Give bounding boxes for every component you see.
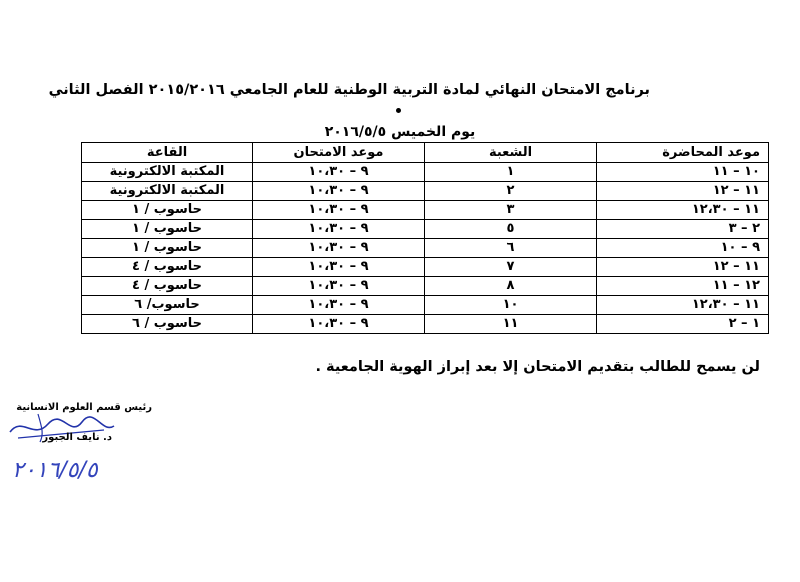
cell-lecture-time: ١١ – ١٢	[597, 258, 769, 277]
header-hall: القاعة	[82, 143, 253, 163]
id-requirement-notice: لن يسمح للطالب بتقديم الامتحان إلا بعد إبراز الهوية الجامعية .	[315, 359, 760, 375]
cell-exam-time: ٩ – ١٠،٣٠	[253, 201, 425, 220]
header-lecture-time: موعد المحاضرة	[597, 143, 769, 163]
cell-section: ١٠	[425, 296, 597, 315]
cell-section: ٧	[425, 258, 597, 277]
cell-exam-time: ٩ – ١٠،٣٠	[253, 220, 425, 239]
cell-exam-time: ٩ – ١٠،٣٠	[253, 277, 425, 296]
document-title: برنامج الامتحان النهائي لمادة التربية الوطنية للعام الجامعي ٢٠١٥/٢٠١٦ الفصل الثاني	[48, 82, 650, 98]
cell-lecture-time: ١٢ – ١١	[597, 277, 769, 296]
header-exam-time: موعد الامتحان	[253, 143, 425, 163]
cell-section: ١١	[425, 315, 597, 334]
cell-hall: حاسوب / ٤	[82, 277, 253, 296]
signature-name: د. نايف الجبور	[42, 432, 112, 443]
cell-exam-time: ٩ – ١٠،٣٠	[253, 182, 425, 201]
cell-hall: حاسوب / ١	[82, 239, 253, 258]
signature-title: رئيس قسم العلوم الانسانية	[16, 402, 152, 413]
table-row	[82, 277, 769, 296]
handwritten-date	[8, 455, 120, 483]
table-row	[82, 163, 769, 182]
cell-lecture-time: ٢ – ٣	[597, 220, 769, 239]
table-row	[82, 201, 769, 220]
table-row	[82, 182, 769, 201]
cell-hall: حاسوب / ٤	[82, 258, 253, 277]
table-row	[82, 315, 769, 334]
cell-lecture-time: ١١ – ١٢	[597, 182, 769, 201]
table-row	[82, 239, 769, 258]
table-header-row	[82, 143, 769, 163]
schedule-table	[81, 142, 769, 334]
cell-lecture-time: ١١ – ١٢،٣٠	[597, 201, 769, 220]
cell-hall: حاسوب / ٦	[82, 315, 253, 334]
header-section: الشعبة	[425, 143, 597, 163]
table-row	[82, 258, 769, 277]
table-row	[82, 296, 769, 315]
handwritten-date-text: ٢٠١٦/٥/٥	[12, 458, 98, 483]
cell-lecture-time: ١١ – ١٢،٣٠	[597, 296, 769, 315]
table-row	[82, 220, 769, 239]
cell-section: ٣	[425, 201, 597, 220]
cell-exam-time: ٩ – ١٠،٣٠	[253, 296, 425, 315]
cell-lecture-time: ١ – ٢	[597, 315, 769, 334]
cell-section: ١	[425, 163, 597, 182]
cell-section: ٨	[425, 277, 597, 296]
cell-section: ٦	[425, 239, 597, 258]
exam-date: يوم الخميس ٢٠١٦/٥/٥	[324, 124, 476, 140]
cell-section: ٢	[425, 182, 597, 201]
cell-hall: المكتبة الالكترونية	[82, 163, 253, 182]
cell-exam-time: ٩ – ١٠،٣٠	[253, 315, 425, 334]
dot-mark	[396, 108, 401, 113]
cell-exam-time: ٩ – ١٠،٣٠	[253, 239, 425, 258]
cell-lecture-time: ٩ – ١٠	[597, 239, 769, 258]
cell-exam-time: ٩ – ١٠،٣٠	[253, 258, 425, 277]
cell-hall: حاسوب / ١	[82, 220, 253, 239]
cell-lecture-time: ١٠ – ١١	[597, 163, 769, 182]
cell-exam-time: ٩ – ١٠،٣٠	[253, 163, 425, 182]
cell-section: ٥	[425, 220, 597, 239]
cell-hall: حاسوب/ ٦	[82, 296, 253, 315]
cell-hall: المكتبة الالكترونية	[82, 182, 253, 201]
cell-hall: حاسوب / ١	[82, 201, 253, 220]
